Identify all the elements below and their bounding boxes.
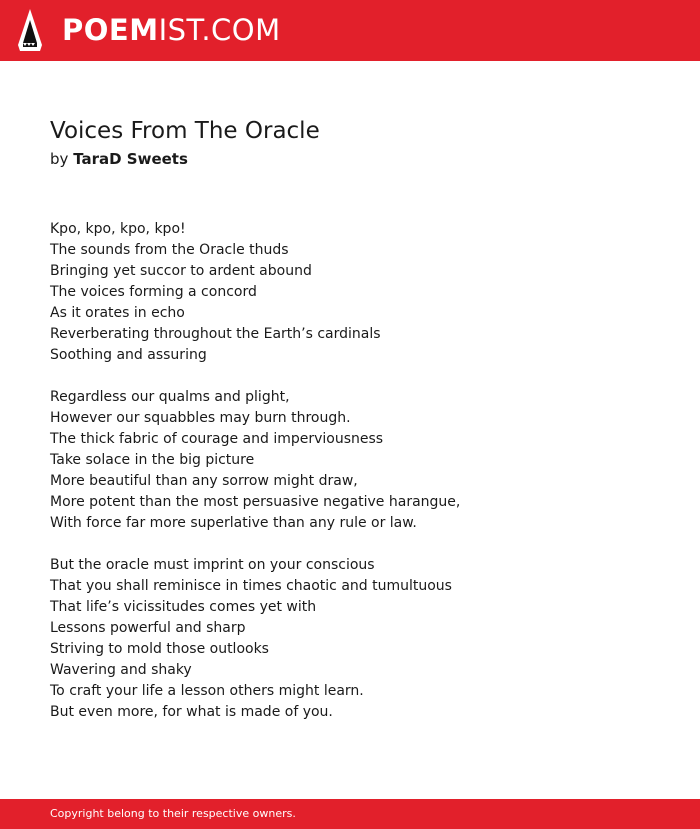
poem-line: More beautiful than any sorrow might draw,: [50, 473, 358, 489]
poem-line: Kpo, kpo, kpo, kpo!: [50, 221, 186, 237]
logo-bold-text: POEM: [62, 13, 159, 47]
poem-body: [50, 219, 670, 744]
poem-line: Striving to mold those outlooks: [50, 641, 269, 657]
logo-light-text: IST.COM: [158, 13, 281, 47]
poem-title: Voices From The Oracle: [50, 118, 320, 144]
pencil-icon[interactable]: [17, 9, 43, 51]
poem-line: Reverberating throughout the Earth’s cardinals: [50, 326, 381, 342]
poem-author: TaraD Sweets: [73, 150, 188, 168]
poem-line: Lessons powerful and sharp: [50, 620, 246, 636]
poem-line: More potent than the most persuasive negative harangue,: [50, 494, 461, 510]
poem-line: As it orates in echo: [50, 305, 185, 321]
poem-line: However our squabbles may burn through.: [50, 410, 351, 426]
site-logo[interactable]: [62, 13, 281, 47]
stanza-2: [50, 387, 670, 534]
poem-line: Wavering and shaky: [50, 662, 192, 678]
poem-line: That you shall reminisce in times chaotic and tumultuous: [50, 578, 452, 594]
poem-line: Bringing yet succor to ardent abound: [50, 263, 312, 279]
poem-line: The sounds from the Oracle thuds: [50, 242, 289, 258]
site-footer: [0, 799, 700, 829]
copyright-text: Copyright belong to their respective owners.: [50, 807, 296, 820]
poem-line: Regardless our qualms and plight,: [50, 389, 290, 405]
site-header: [0, 0, 700, 61]
poem-byline: [50, 149, 188, 169]
poem-line: That life’s vicissitudes comes yet with: [50, 599, 317, 615]
poem-line: But even more, for what is made of you.: [50, 704, 333, 720]
poem-line: Take solace in the big picture: [50, 452, 255, 468]
stanza-3: [50, 555, 670, 723]
poem-line: Soothing and assuring: [50, 347, 207, 363]
poem-line: With force far more superlative than any rule or law.: [50, 515, 417, 531]
poem-line: To craft your life a lesson others might learn.: [50, 683, 364, 699]
by-label: by: [50, 150, 69, 168]
poem-line: The voices forming a concord: [50, 284, 257, 300]
poem-line: The thick fabric of courage and imperviousness: [50, 431, 384, 447]
poem-line: But the oracle must imprint on your conscious: [50, 557, 375, 573]
stanza-1: [50, 219, 670, 366]
